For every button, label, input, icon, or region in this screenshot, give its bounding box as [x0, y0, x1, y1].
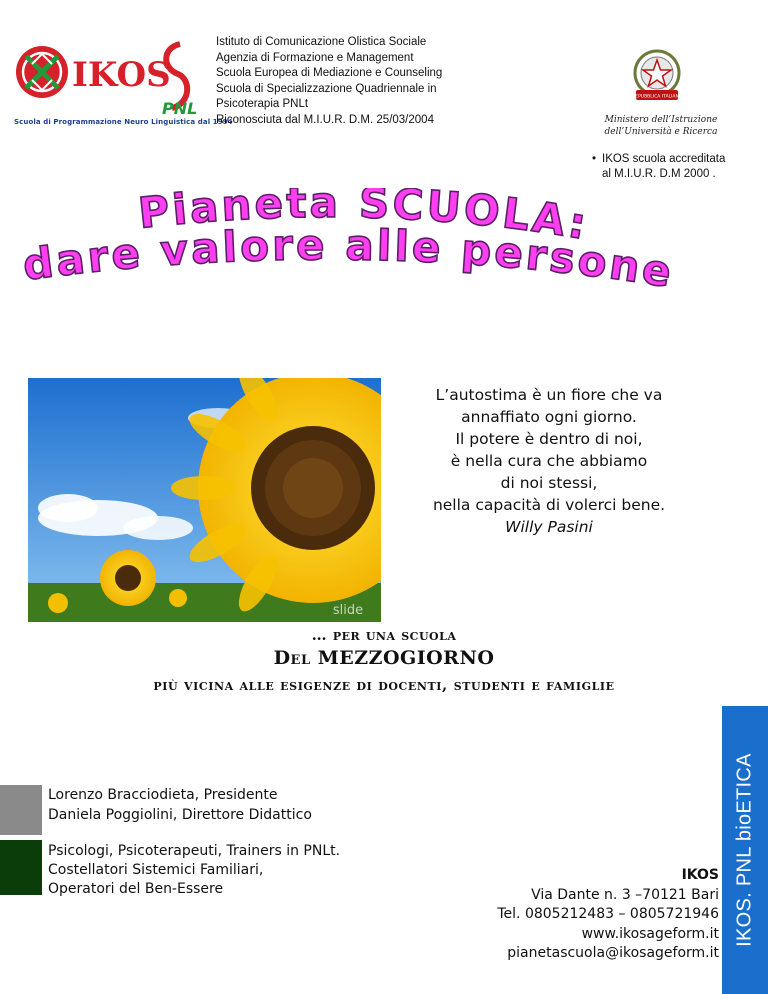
contact-phone: Tel. 0805212483 – 0805721946 [497, 906, 719, 922]
roles-list [48, 842, 340, 899]
institute-line: Istituto di Comunicazione Olistica Sociale [216, 36, 427, 48]
headline-line-1: … per una scuola [311, 626, 457, 644]
quote-line: L’autostima è un fiore che va [435, 386, 663, 404]
quote-line: nella capacità di volerci bene. [432, 496, 666, 514]
accreditation-note [592, 152, 752, 182]
seal-text: REPUBBLICA ITALIANA [632, 94, 682, 100]
contact-website[interactable]: www.ikosageform.it [581, 925, 719, 942]
sidebar-text: IKOS. PNL bioETICA [733, 753, 756, 947]
contact-name: IKOS [681, 867, 719, 883]
republic-seal-icon [628, 46, 686, 104]
institute-line: Riconosciuta dal M.I.U.R. D.M. 25/03/2004 [216, 113, 434, 126]
person-line: Lorenzo Bracciodieta, Presidente [48, 787, 278, 803]
quote-line: annaffiato ogni giorno. [461, 408, 637, 426]
sidebar-banner [722, 706, 768, 994]
green-square [0, 840, 42, 895]
quote-block [384, 384, 714, 538]
quote-line: Il potere è dentro di noi, [455, 430, 643, 448]
ministry-line: Ministero dell’Istruzione [604, 115, 718, 125]
logo-brand-text: IKOS [72, 55, 171, 95]
quote-line: di noi stessi, [500, 474, 598, 492]
title-line-2: dare valore alle persone [20, 220, 678, 298]
accreditation-line: al M.I.U.R. D.M 2000 . [602, 168, 716, 180]
sunflower-photo [28, 378, 381, 622]
role-line: Costellatori Sistemici Familiari, [48, 862, 264, 878]
people-list [48, 785, 312, 825]
title-line-1: Pianeta SCUOLA: [135, 188, 593, 250]
quote-line: è nella cura che abbiamo [450, 452, 648, 470]
role-line: Operatori del Ben-Essere [48, 881, 224, 897]
institute-line: Psicoterapia PNLt [216, 98, 309, 110]
headline-line-3: più vicina alle esigenze di docenti, studenti e famiglie [153, 676, 615, 694]
contact-email[interactable]: pianetascuola@ikosageform.it [507, 945, 719, 961]
institute-line: Scuola di Specializzazione Quadriennale in [216, 82, 437, 95]
contact-block [440, 866, 719, 964]
accreditation-line: IKOS scuola accreditata [602, 153, 726, 165]
logo-sub-text: PNL [162, 99, 198, 118]
institute-line: Agenzia di Formazione e Management [216, 51, 414, 64]
main-title [0, 188, 768, 310]
logo-tagline: Scuola di Programmazione Neuro Linguistica dal 1994 [14, 118, 233, 126]
headline-line-2: Del MEZZOGIORNO [273, 647, 495, 669]
quote-author: Willy Pasini [505, 518, 593, 536]
person-line: Daniela Poggiolini, Direttore Didattico [48, 807, 312, 823]
role-line: Psicologi, Psicoterapeuti, Trainers in PNLt. [48, 843, 341, 859]
bullet-icon: • [592, 153, 597, 165]
photo-watermark: slide [332, 603, 364, 618]
institute-description [216, 35, 516, 128]
ministry-name [596, 114, 726, 138]
gray-square [0, 785, 42, 835]
contact-address: Via Dante n. 3 –70121 Bari [531, 886, 719, 903]
ministry-line: dell’Università e Ricerca [604, 127, 718, 137]
institute-line: Scuola Europea di Mediazione e Counseling [216, 67, 443, 79]
